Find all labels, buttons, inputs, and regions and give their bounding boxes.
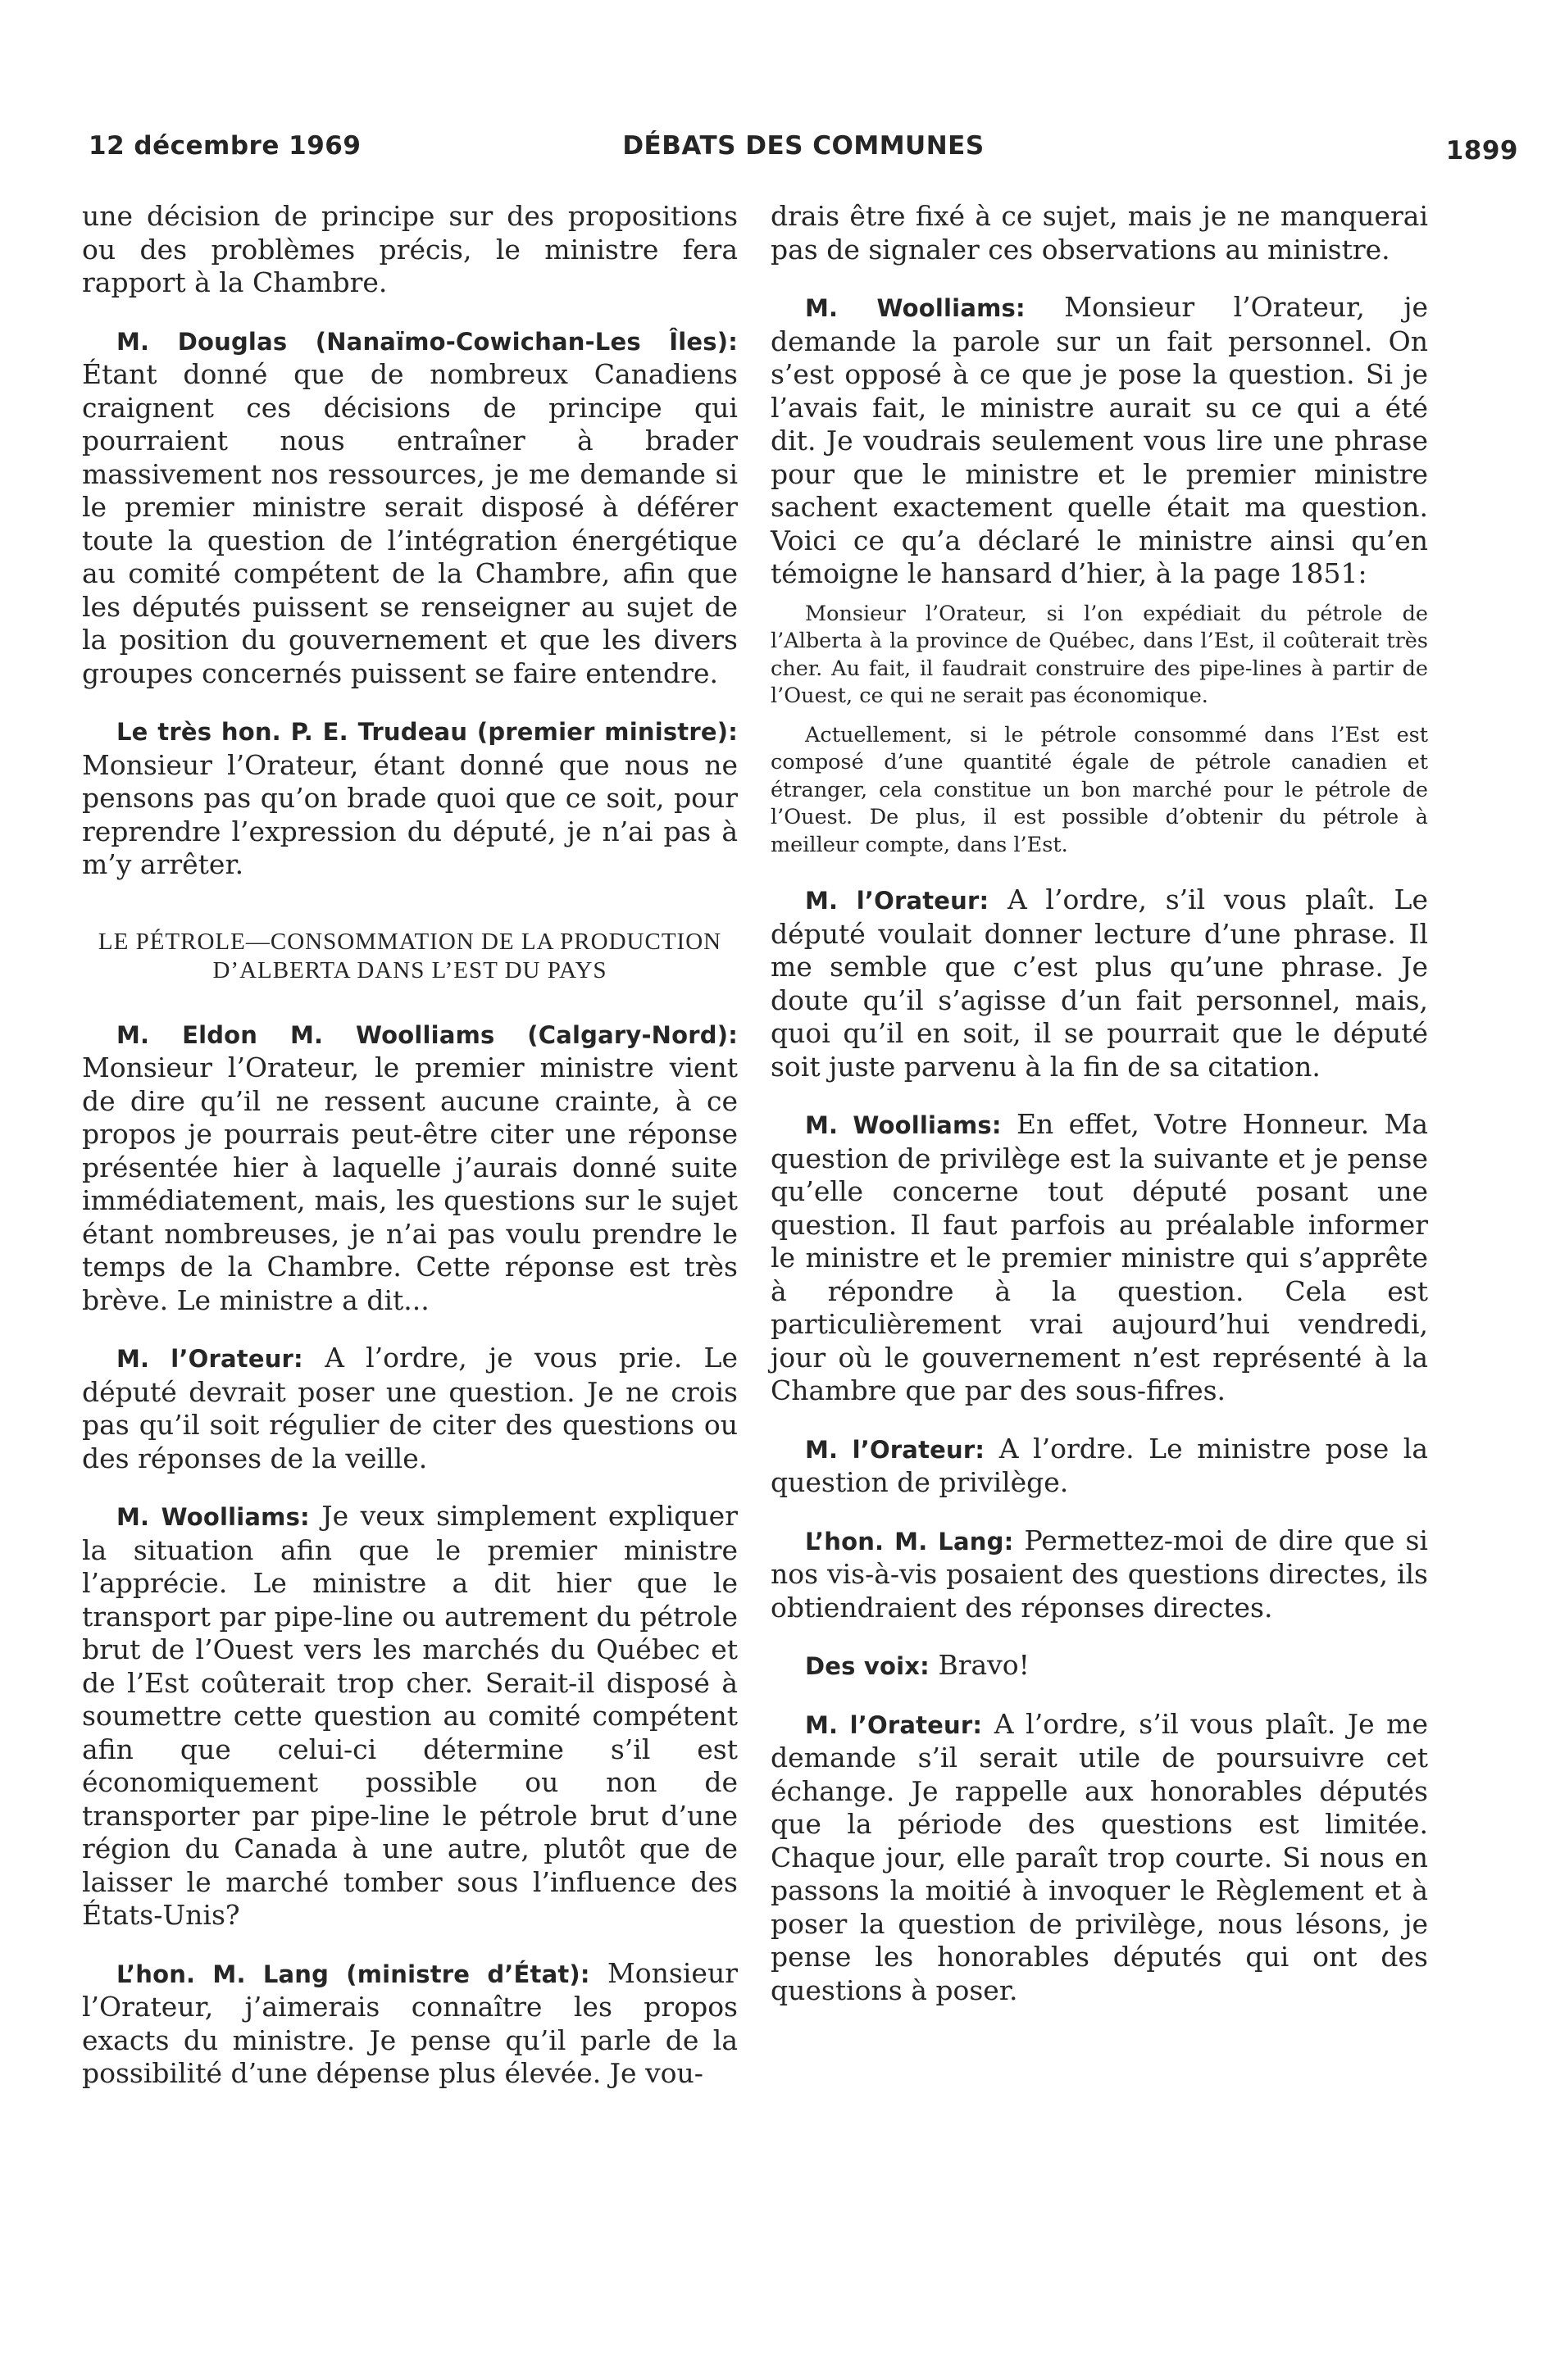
paragraph-text: A l’ordre, s’il vous plaît. Je me demande s’il serait utile de poursuivre cet échange. Je rappelle aux honorables députés que la période des questions est limitée. Chaque jour, elle paraît trop courte. Si nous en passons la moitié à invoquer le Règlement et à poser la question de privilège, nous lésons, je pense les honorables députés qui ont des questions à poser. [771,1707,1428,2006]
header-date: 12 décembre 1969 [89,131,362,161]
paragraph-text: Bravo! [938,1649,1030,1681]
page-number: 1899 [1445,136,1518,166]
header-title: DÉBATS DES COMMUNES [622,131,985,161]
speaker-name: M. l’Orateur: [805,887,989,915]
paragraph [771,291,1428,591]
speaker-name: M. Woolliams: [805,1111,1002,1139]
paragraph-text: Monsieur l’Orateur, je demande la parole sur un fait personnel. On s’est opposé à ce que je pose la question. Si je l’avais fait, le ministre aurait su ce qui a été dit. Je voudrais seulement vous lire une phrase pour que le ministre et le premier ministre sachent exactement quelle était ma question. Voici ce qu’a déclaré le ministre ainsi qu’en témoigne le hansard d’hier, à la page 1851: [771,291,1428,589]
paragraph-text: Étant donné que de nombreux Canadiens craignent ces décisions de principe qui pourraient nous entraîner à brader massivement nos ressources, je me demande si le premier ministre serait disposé à déférer toute la question de l’intégration énergétique au comité compétent de la Chambre, afin que les députés puissent se renseigner au sujet de la position du gouvernement et que les divers groupes concernés puissent se faire entendre. [82,358,738,689]
paragraph-text: A l’ordre, je vous prie. Le député devrait poser une question. Je ne crois pas qu’il soit régulier de citer des questions ou des réponses de la veille. [82,1342,738,1474]
paragraph [771,1649,1428,1683]
right-column [771,200,1428,2007]
speaker-name: L’hon. M. Lang: [805,1527,1014,1556]
paragraph [82,1342,738,1475]
paragraph [771,1433,1428,1500]
paragraph-text: Monsieur l’Orateur, j’aimerais connaître les propos exacts du ministre. Je pense qu’il parle de la possibilité d’une dépense plus élevée. Je vou- [82,1956,738,2089]
paragraph [771,883,1428,1083]
paragraph [82,715,738,882]
paragraph [82,1018,738,1318]
paragraph-text: A l’ordre, s’il vous plaît. Le député voulait donner lecture d’une phrase. Il me semble que c’est plus qu’une phrase. Je doute qu’il s’agisse d’un fait personnel, mais, quoi qu’il en soit, il se pourrait que le député soit juste parvenu à la fin de sa citation. [771,883,1428,1083]
speaker-name: L’hon. M. Lang (ministre d’État): [116,1960,590,1988]
quoted-passage: Monsieur l’Orateur, si l’on expédiait du pétrole de l’Alberta à la province de Québec, dans l’Est, il coûterait très cher. Au fait, il faudrait construire des pipe-lines à partir de l’Ouest, ce qui ne serait pas économique. [771,601,1428,708]
page-header [89,131,1518,180]
paragraph [82,1957,738,2091]
paragraph [771,1524,1428,1625]
paragraph-text: A l’ordre. Le ministre pose la question de privilège. [771,1432,1428,1498]
paragraph [82,1500,738,1933]
paragraph-text: Monsieur l’Orateur, le premier ministre vient de dire qu’il ne ressent aucune crainte, à ce propos je pourrais peut-être citer une réponse présentée hier à laquelle j’aurais donné suite immédiatement, mais, les questions sur le sujet étant nombreuses, je n’ai pas voulu prendre le temps de la Chambre. Cette réponse est très brève. Le ministre a dit... [82,1051,738,1316]
paragraph-text: En effet, Votre Honneur. Ma question de privilège est la suivante et je pense qu’elle concerne tout député posant une question. Il faut parfois au préalable informer le ministre et le premier ministre qui s’apprête à répondre à la question. Cela est particulièrement vrai aujourd’hui vendredi, jour où le gouvernement n’est représenté à la Chambre que par des sous-fifres. [771,1108,1428,1406]
paragraph [771,1108,1428,1408]
speaker-name: M. Woolliams: [116,1503,310,1531]
paragraph [82,325,738,691]
section-heading: LE PÉTROLE—CONSOMMATION DE LA PRODUCTION D’ALBERTA DANS L’EST DU PAYS [98,928,722,983]
paragraph-text: Monsieur l’Orateur, étant donné que nous ne pensons pas qu’on brade quoi que ce soit, pour reprendre l’expression du député, je n’ai pas à m’y arrêter. [82,748,738,880]
quoted-passage: Actuellement, si le pétrole consommé dans l’Est est composé d’une quantité égale de pétrole canadien et étranger, cela constitue un bon marché pour le pétrole de l’Ouest. De plus, il est possible d’obtenir du pétrole à meilleur compte, dans l’Est. [771,722,1428,857]
speaker-name: M. Douglas (Nanaïmo-Cowichan-Les Îles): [116,327,738,356]
paragraph [771,200,1428,266]
speaker-name: M. l’Orateur: [805,1710,983,1739]
paragraph [771,1708,1428,2008]
paragraph-text: Permettez-moi de dire que si nos vis-à-vis posaient des questions directes, ils obtiendraient des réponses directes. [771,1524,1428,1624]
speaker-name: M. Woolliams: [805,294,1026,322]
paragraph-text: drais être fixé à ce sujet, mais je ne manquerai pas de signaler ces observations au ministre. [771,200,1428,266]
paragraph-text: Je veux simplement expliquer la situation afin que le premier ministre l’apprécie. Le ministre a dit hier que le transport par pipe-line ou autrement du pétrole brut de l’Ouest vers les marchés du Québec et de l’Est coûterait trop cher. Serait-il disposé à soumettre cette question au comité compétent afin que celui-ci détermine s’il est économiquement possible ou non de transporter par pipe-line le pétrole brut d’une région du Canada à une autre, plutôt que de laisser le marché tomber sous l’influence des États-Unis? [82,1500,738,1931]
paragraph [82,200,738,300]
left-column [82,200,738,2091]
speaker-name: M. Eldon M. Woolliams (Calgary-Nord): [116,1020,738,1049]
speaker-name: M. l’Orateur: [116,1345,303,1373]
speaker-name: M. l’Orateur: [805,1435,985,1464]
paragraph-text: une décision de principe sur des propositions ou des problèmes précis, le ministre fera rapport à la Chambre. [82,200,738,298]
speaker-name: Des voix: [805,1652,930,1680]
speaker-name: Le très hon. P. E. Trudeau (premier ministre): [116,718,738,746]
